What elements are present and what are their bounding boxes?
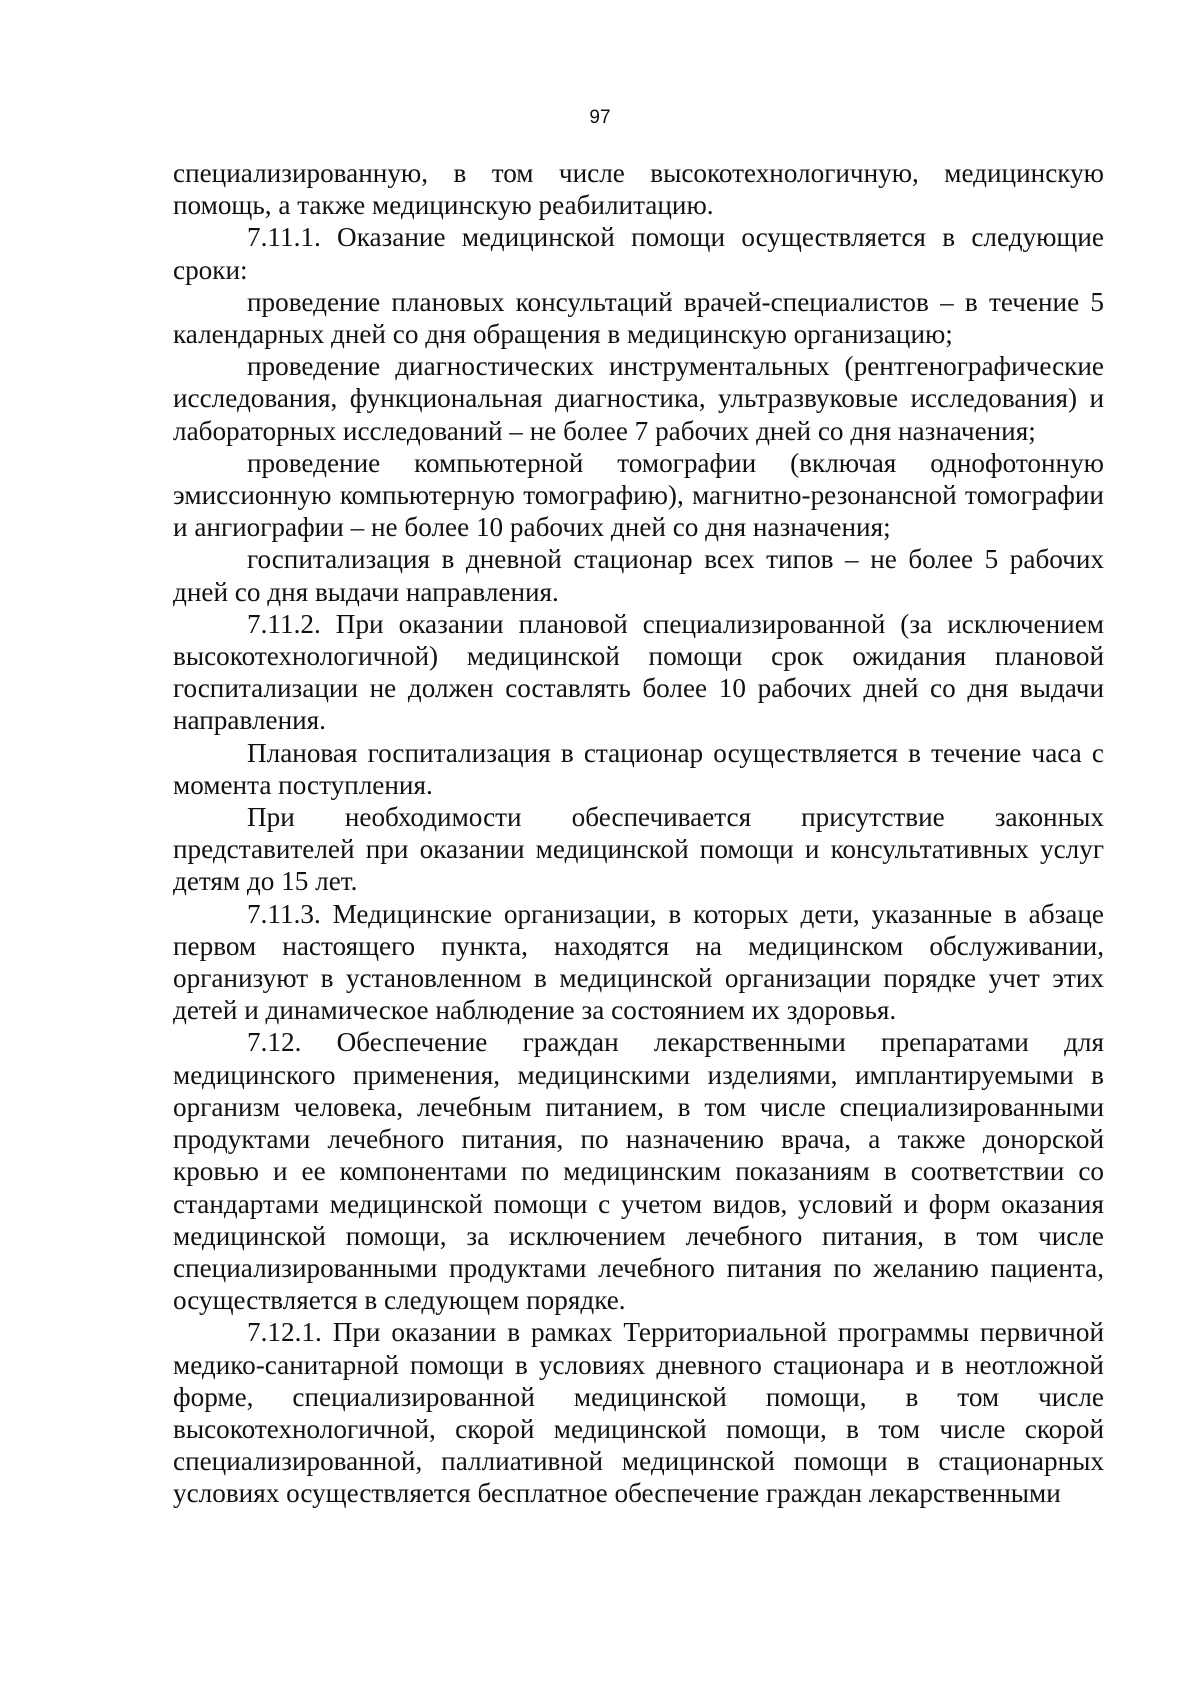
paragraph: госпитализация в дневной стационар всех типов – не более 5 рабочих дней со дня выдачи направления. [173,544,1104,607]
paragraph: специализированную, в том числе высокотехнологичную, медицинскую помощь, а также медицинскую реабилитацию. [173,158,1104,221]
page-number: 97 [589,107,611,128]
paragraph: 7.11.3. Медицинские организации, в которых дети, указанные в абзаце первом настоящего пункта, находятся на медицинском обслуживании, организуют в установленном в медицинской организации порядке учет этих детей и динамическое наблюдение за состоянием их здоровья. [173,898,1104,1026]
paragraph: При необходимости обеспечивается присутствие законных представителей при оказании медицинской помощи и консультативных услуг детям до 15 лет. [173,802,1104,897]
paragraph: 7.11.1. Оказание медицинской помощи осуществляется в следующие сроки: [173,222,1104,285]
paragraph: проведение диагностических инструментальных (рентгенографические исследования, функциональная диагностика, ультразвуковые исследования) и лабораторных исследований – не более 7 рабочих дней со дня назначения; [173,351,1104,446]
paragraph: Плановая госпитализация в стационар осуществляется в течение часа с момента поступления. [173,737,1104,800]
paragraph: 7.12.1. При оказании в рамках Территориальной программы первичной медико-санитарной помощи в условиях дневного стационара и в неотложной форме, специализированной медицинской помощи, в том числе высокотехнологичной, скорой медицинской помощи, в том числе скорой специализированной, паллиативной медицинской помощи в стационарных условиях осуществляется бесплатное обеспечение граждан лекарственными [173,1317,1104,1509]
paragraph: проведение компьютерной томографии (включая однофотонную эмиссионную компьютерную томографию), магнитно-резонансной томографии и ангиографии – не более 10 рабочих дней со дня назначения; [173,447,1104,543]
paragraph: 7.12. Обеспечение граждан лекарственными препаратами для медицинского применения, медицинскими изделиями, имплантируемыми в организм человека, лечебным питанием, в том числе специализированными продуктами лечебного питания, по назначению врача, а также донорской кровью и ее компонентами по медицинским показаниям в соответствии со стандартами медицинской помощи с учетом видов, условий и форм оказания медицинской помощи, за исключением лечебного питания, в том числе специализированными продуктами лечебного питания по желанию пациента, осуществляется в следующем порядке. [173,1027,1104,1316]
document-body [173,157,1104,1510]
paragraph: 7.11.2. При оказании плановой специализированной (за исключением высокотехнологичной) медицинской помощи срок ожидания плановой госпитализации не должен составлять более 10 рабочих дней со дня выдачи направления. [173,608,1104,736]
paragraph: проведение плановых консультаций врачей-специалистов – в течение 5 календарных дней со дня обращения в медицинскую организацию; [173,286,1104,350]
